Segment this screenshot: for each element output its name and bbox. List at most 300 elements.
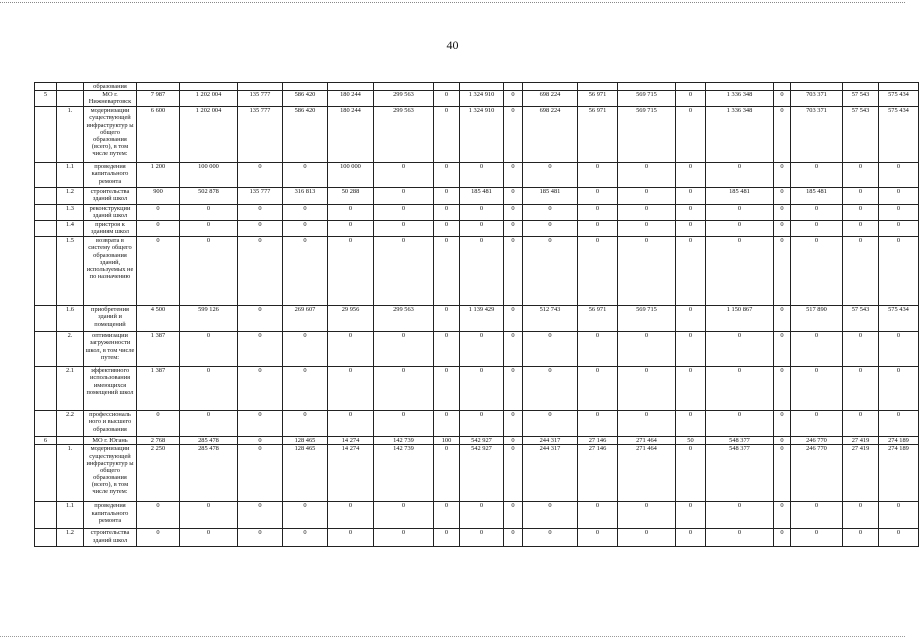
value-cell: 0	[374, 529, 434, 547]
row-number-cell	[35, 237, 57, 306]
value-cell: 0	[774, 107, 791, 163]
value-cell: 100 000	[180, 163, 238, 188]
value-cell: 0	[460, 529, 504, 547]
value-cell: 0	[238, 237, 283, 306]
value-cell: 0	[774, 411, 791, 437]
value-cell: 0	[328, 221, 374, 237]
value-cell: 0	[618, 332, 676, 367]
row-subnumber-cell: 1.2	[57, 529, 84, 547]
table-row	[35, 332, 919, 367]
value-cell: 0	[328, 411, 374, 437]
value-cell: 1 139 429	[460, 306, 504, 332]
scan-edge-bottom	[0, 636, 905, 637]
value-cell: 135 777	[238, 91, 283, 107]
row-subnumber-cell: 1.1	[57, 163, 84, 188]
value-cell: 0	[791, 332, 843, 367]
value-cell: 0	[328, 367, 374, 411]
page-number: 40	[446, 38, 459, 52]
value-cell: 0	[434, 529, 460, 547]
value-cell	[618, 83, 676, 91]
value-cell: 542 927	[460, 437, 504, 445]
value-cell: 185 481	[460, 188, 504, 205]
value-cell	[238, 83, 283, 91]
value-cell: 0	[676, 188, 706, 205]
value-cell: 128 465	[283, 437, 328, 445]
value-cell: 299 563	[374, 306, 434, 332]
value-cell: 57 543	[843, 107, 879, 163]
row-description-cell: МО г. Югань	[84, 437, 137, 445]
value-cell: 271 464	[618, 437, 676, 445]
value-cell: 57 543	[843, 306, 879, 332]
value-cell: 0	[238, 205, 283, 221]
table-body	[35, 83, 919, 547]
row-number-cell	[35, 205, 57, 221]
row-description-cell: пристроя к зданиям школ	[84, 221, 137, 237]
value-cell: 4 500	[137, 306, 180, 332]
value-cell	[283, 83, 328, 91]
value-cell: 0	[180, 502, 238, 529]
value-cell: 0	[374, 332, 434, 367]
value-cell: 0	[879, 237, 919, 306]
value-cell: 0	[618, 529, 676, 547]
value-cell: 1 336 348	[706, 91, 774, 107]
value-cell: 0	[328, 205, 374, 221]
value-cell: 185 481	[523, 188, 578, 205]
value-cell: 0	[843, 205, 879, 221]
value-cell: 0	[283, 221, 328, 237]
row-number-cell: 5	[35, 91, 57, 107]
value-cell: 0	[374, 221, 434, 237]
value-cell: 0	[676, 237, 706, 306]
value-cell: 180 244	[328, 107, 374, 163]
value-cell: 0	[774, 437, 791, 445]
value-cell	[523, 83, 578, 91]
value-cell: 6 600	[137, 107, 180, 163]
value-cell: 0	[434, 306, 460, 332]
value-cell: 285 478	[180, 437, 238, 445]
value-cell: 0	[283, 237, 328, 306]
value-cell: 586 420	[283, 91, 328, 107]
value-cell: 0	[137, 221, 180, 237]
row-number-cell	[35, 306, 57, 332]
value-cell: 0	[523, 221, 578, 237]
row-description-cell: оптимизации загруженности школ, в том числе путем:	[84, 332, 137, 367]
value-cell: 0	[238, 437, 283, 445]
table-row	[35, 83, 919, 91]
value-cell: 0	[791, 221, 843, 237]
value-cell: 0	[578, 237, 618, 306]
value-cell: 1 202 004	[180, 91, 238, 107]
value-cell: 0	[238, 367, 283, 411]
value-cell: 0	[504, 367, 523, 411]
value-cell: 0	[774, 221, 791, 237]
value-cell: 0	[676, 367, 706, 411]
value-cell: 1 324 910	[460, 107, 504, 163]
value-cell: 0	[137, 237, 180, 306]
value-cell: 0	[504, 237, 523, 306]
value-cell: 0	[578, 367, 618, 411]
value-cell: 0	[706, 237, 774, 306]
row-number-cell	[35, 107, 57, 163]
value-cell: 50 288	[328, 188, 374, 205]
value-cell: 0	[676, 163, 706, 188]
table-row	[35, 445, 919, 502]
value-cell: 0	[578, 188, 618, 205]
value-cell: 128 465	[283, 445, 328, 502]
value-cell: 274 189	[879, 437, 919, 445]
value-cell: 0	[374, 163, 434, 188]
value-cell: 0	[504, 188, 523, 205]
value-cell: 0	[706, 502, 774, 529]
value-cell: 0	[774, 529, 791, 547]
row-description-cell: проведения капитального ремонта	[84, 163, 137, 188]
value-cell: 27 146	[578, 437, 618, 445]
value-cell	[374, 83, 434, 91]
value-cell: 0	[578, 205, 618, 221]
table-row	[35, 205, 919, 221]
row-description-cell: эффективного использования имеющихся помещений школ	[84, 367, 137, 411]
value-cell: 0	[618, 237, 676, 306]
value-cell: 0	[706, 221, 774, 237]
value-cell: 0	[460, 502, 504, 529]
value-cell: 0	[523, 411, 578, 437]
value-cell: 50	[676, 437, 706, 445]
value-cell: 900	[137, 188, 180, 205]
value-cell: 0	[843, 529, 879, 547]
value-cell: 135 777	[238, 107, 283, 163]
value-cell: 0	[774, 367, 791, 411]
value-cell: 0	[578, 529, 618, 547]
value-cell: 0	[791, 411, 843, 437]
value-cell: 0	[676, 502, 706, 529]
value-cell: 0	[523, 367, 578, 411]
value-cell: 1 387	[137, 367, 180, 411]
value-cell: 0	[137, 411, 180, 437]
value-cell: 0	[618, 367, 676, 411]
value-cell: 0	[523, 502, 578, 529]
row-subnumber-cell: 1.5	[57, 237, 84, 306]
value-cell: 0	[434, 107, 460, 163]
value-cell: 0	[504, 445, 523, 502]
value-cell: 0	[460, 221, 504, 237]
value-cell: 0	[434, 221, 460, 237]
value-cell: 0	[434, 367, 460, 411]
value-cell: 0	[676, 107, 706, 163]
value-cell: 0	[460, 163, 504, 188]
row-description-cell: проведения капитального ремонта	[84, 502, 137, 529]
value-cell: 0	[460, 332, 504, 367]
value-cell: 0	[774, 237, 791, 306]
value-cell: 0	[238, 529, 283, 547]
value-cell: 703 371	[791, 91, 843, 107]
row-subnumber-cell: 2.	[57, 332, 84, 367]
value-cell: 569 715	[618, 306, 676, 332]
value-cell: 0	[879, 529, 919, 547]
value-cell: 0	[774, 445, 791, 502]
table-row	[35, 367, 919, 411]
value-cell: 0	[791, 237, 843, 306]
value-cell: 0	[283, 411, 328, 437]
value-cell: 0	[578, 221, 618, 237]
row-description-cell: приобретения зданий и помещений	[84, 306, 137, 332]
value-cell: 100 000	[328, 163, 374, 188]
value-cell: 0	[523, 205, 578, 221]
row-subnumber-cell	[57, 91, 84, 107]
value-cell: 27 419	[843, 437, 879, 445]
value-cell: 135 777	[238, 188, 283, 205]
value-cell: 0	[843, 221, 879, 237]
value-cell: 0	[434, 237, 460, 306]
value-cell: 2 250	[137, 445, 180, 502]
value-cell: 0	[706, 332, 774, 367]
value-cell: 0	[843, 411, 879, 437]
value-cell: 0	[434, 411, 460, 437]
value-cell: 512 743	[523, 306, 578, 332]
value-cell: 0	[843, 163, 879, 188]
value-cell	[578, 83, 618, 91]
value-cell: 0	[879, 221, 919, 237]
value-cell: 0	[774, 332, 791, 367]
row-subnumber-cell	[57, 83, 84, 91]
value-cell: 0	[238, 221, 283, 237]
value-cell: 0	[283, 367, 328, 411]
value-cell: 0	[578, 332, 618, 367]
value-cell: 599 126	[180, 306, 238, 332]
value-cell: 0	[434, 91, 460, 107]
value-cell: 100	[434, 437, 460, 445]
value-cell: 0	[328, 502, 374, 529]
value-cell: 0	[618, 502, 676, 529]
table-row	[35, 91, 919, 107]
value-cell: 0	[238, 332, 283, 367]
row-description-cell: модернизации существующей инфраструктур ы общего образования (всего), в том числе путем:	[84, 107, 137, 163]
value-cell: 0	[137, 502, 180, 529]
value-cell: 0	[578, 502, 618, 529]
value-cell: 0	[180, 529, 238, 547]
value-cell: 0	[879, 502, 919, 529]
value-cell: 0	[706, 163, 774, 188]
value-cell	[676, 83, 706, 91]
row-description-cell: строительства зданий школ	[84, 188, 137, 205]
value-cell	[137, 83, 180, 91]
value-cell: 7 987	[137, 91, 180, 107]
value-cell: 0	[791, 529, 843, 547]
data-table	[34, 82, 919, 547]
value-cell: 0	[578, 163, 618, 188]
value-cell: 0	[283, 332, 328, 367]
value-cell: 0	[283, 529, 328, 547]
value-cell: 0	[374, 205, 434, 221]
value-cell: 0	[504, 411, 523, 437]
row-description-cell: МО г. Нижневартовск	[84, 91, 137, 107]
value-cell: 1 202 004	[180, 107, 238, 163]
value-cell	[879, 83, 919, 91]
value-cell: 0	[180, 411, 238, 437]
value-cell: 0	[791, 367, 843, 411]
value-cell: 271 464	[618, 445, 676, 502]
value-cell: 0	[238, 306, 283, 332]
value-cell: 0	[676, 529, 706, 547]
value-cell: 0	[523, 529, 578, 547]
value-cell: 0	[706, 205, 774, 221]
value-cell: 0	[504, 502, 523, 529]
value-cell: 285 478	[180, 445, 238, 502]
value-cell: 0	[238, 502, 283, 529]
value-cell: 0	[774, 91, 791, 107]
value-cell: 0	[676, 332, 706, 367]
value-cell: 575 434	[879, 107, 919, 163]
value-cell: 575 434	[879, 306, 919, 332]
value-cell: 0	[180, 221, 238, 237]
value-cell	[434, 83, 460, 91]
table-row	[35, 502, 919, 529]
value-cell: 269 607	[283, 306, 328, 332]
table-row	[35, 529, 919, 547]
value-cell: 0	[504, 306, 523, 332]
value-cell: 0	[434, 332, 460, 367]
value-cell: 0	[618, 163, 676, 188]
value-cell: 2 768	[137, 437, 180, 445]
value-cell: 0	[676, 221, 706, 237]
value-cell	[328, 83, 374, 91]
row-number-cell	[35, 411, 57, 437]
value-cell: 0	[843, 188, 879, 205]
value-cell: 274 189	[879, 445, 919, 502]
value-cell: 586 420	[283, 107, 328, 163]
value-cell: 56 971	[578, 306, 618, 332]
table-row	[35, 163, 919, 188]
value-cell: 246 770	[791, 437, 843, 445]
value-cell: 0	[774, 205, 791, 221]
value-cell: 0	[879, 188, 919, 205]
value-cell: 0	[504, 163, 523, 188]
value-cell: 0	[283, 163, 328, 188]
value-cell: 0	[434, 445, 460, 502]
value-cell: 542 927	[460, 445, 504, 502]
value-cell: 14 274	[328, 445, 374, 502]
value-cell: 244 317	[523, 445, 578, 502]
value-cell: 0	[879, 163, 919, 188]
value-cell: 0	[137, 529, 180, 547]
value-cell: 0	[843, 502, 879, 529]
value-cell	[460, 83, 504, 91]
row-description-cell: модернизации существующей инфраструктур ы общего образования (всего), в том числе путем:	[84, 445, 137, 502]
value-cell: 0	[328, 332, 374, 367]
value-cell: 0	[434, 188, 460, 205]
row-description-cell: строительства зданий школ	[84, 529, 137, 547]
value-cell: 0	[434, 163, 460, 188]
value-cell: 575 434	[879, 91, 919, 107]
value-cell: 1 387	[137, 332, 180, 367]
value-cell: 0	[843, 332, 879, 367]
value-cell: 57 543	[843, 91, 879, 107]
value-cell: 0	[843, 237, 879, 306]
value-cell: 29 956	[328, 306, 374, 332]
value-cell: 0	[618, 205, 676, 221]
value-cell: 56 971	[578, 107, 618, 163]
value-cell: 0	[618, 188, 676, 205]
value-cell: 548 377	[706, 437, 774, 445]
row-number-cell	[35, 83, 57, 91]
value-cell: 299 563	[374, 107, 434, 163]
value-cell: 0	[676, 306, 706, 332]
value-cell: 0	[676, 91, 706, 107]
row-subnumber-cell: 2.1	[57, 367, 84, 411]
value-cell: 0	[328, 529, 374, 547]
value-cell: 517 890	[791, 306, 843, 332]
value-cell: 0	[523, 163, 578, 188]
table-row	[35, 188, 919, 205]
value-cell: 0	[238, 445, 283, 502]
table-row	[35, 437, 919, 445]
value-cell: 185 481	[791, 188, 843, 205]
row-subnumber-cell: 1.	[57, 107, 84, 163]
value-cell: 14 274	[328, 437, 374, 445]
row-description-cell: образования	[84, 83, 137, 91]
row-number-cell	[35, 529, 57, 547]
value-cell: 56 971	[578, 91, 618, 107]
value-cell: 299 563	[374, 91, 434, 107]
table-row	[35, 107, 919, 163]
value-cell: 569 715	[618, 91, 676, 107]
value-cell: 0	[504, 91, 523, 107]
value-cell: 0	[879, 411, 919, 437]
value-cell: 0	[523, 332, 578, 367]
row-number-cell	[35, 332, 57, 367]
value-cell: 0	[504, 221, 523, 237]
value-cell	[843, 83, 879, 91]
value-cell: 0	[180, 332, 238, 367]
value-cell: 698 224	[523, 91, 578, 107]
value-cell: 0	[791, 502, 843, 529]
row-subnumber-cell: 1.3	[57, 205, 84, 221]
value-cell	[774, 83, 791, 91]
row-number-cell: 6	[35, 437, 57, 445]
row-number-cell	[35, 445, 57, 502]
value-cell: 316 813	[283, 188, 328, 205]
row-number-cell	[35, 502, 57, 529]
value-cell: 0	[460, 367, 504, 411]
value-cell: 0	[791, 163, 843, 188]
table-container	[34, 82, 909, 567]
row-description-cell: профессиональ ного и высшего образования	[84, 411, 137, 437]
value-cell: 0	[180, 237, 238, 306]
value-cell: 0	[791, 205, 843, 221]
value-cell: 0	[238, 163, 283, 188]
value-cell: 0	[578, 411, 618, 437]
value-cell: 548 377	[706, 445, 774, 502]
row-description-cell: возврата в систему общего образования зданий, используемых не по назначению	[84, 237, 137, 306]
row-subnumber-cell: 2.2	[57, 411, 84, 437]
row-subnumber-cell: 1.6	[57, 306, 84, 332]
row-subnumber-cell: 1.1	[57, 502, 84, 529]
value-cell: 246 770	[791, 445, 843, 502]
value-cell: 0	[374, 237, 434, 306]
row-number-cell	[35, 163, 57, 188]
value-cell: 1 336 348	[706, 107, 774, 163]
value-cell: 0	[879, 205, 919, 221]
value-cell: 0	[618, 411, 676, 437]
value-cell	[180, 83, 238, 91]
value-cell: 0	[706, 411, 774, 437]
value-cell: 0	[374, 367, 434, 411]
value-cell: 0	[774, 188, 791, 205]
value-cell: 180 244	[328, 91, 374, 107]
value-cell: 0	[504, 437, 523, 445]
value-cell: 0	[283, 205, 328, 221]
value-cell: 0	[774, 306, 791, 332]
value-cell: 1 324 910	[460, 91, 504, 107]
